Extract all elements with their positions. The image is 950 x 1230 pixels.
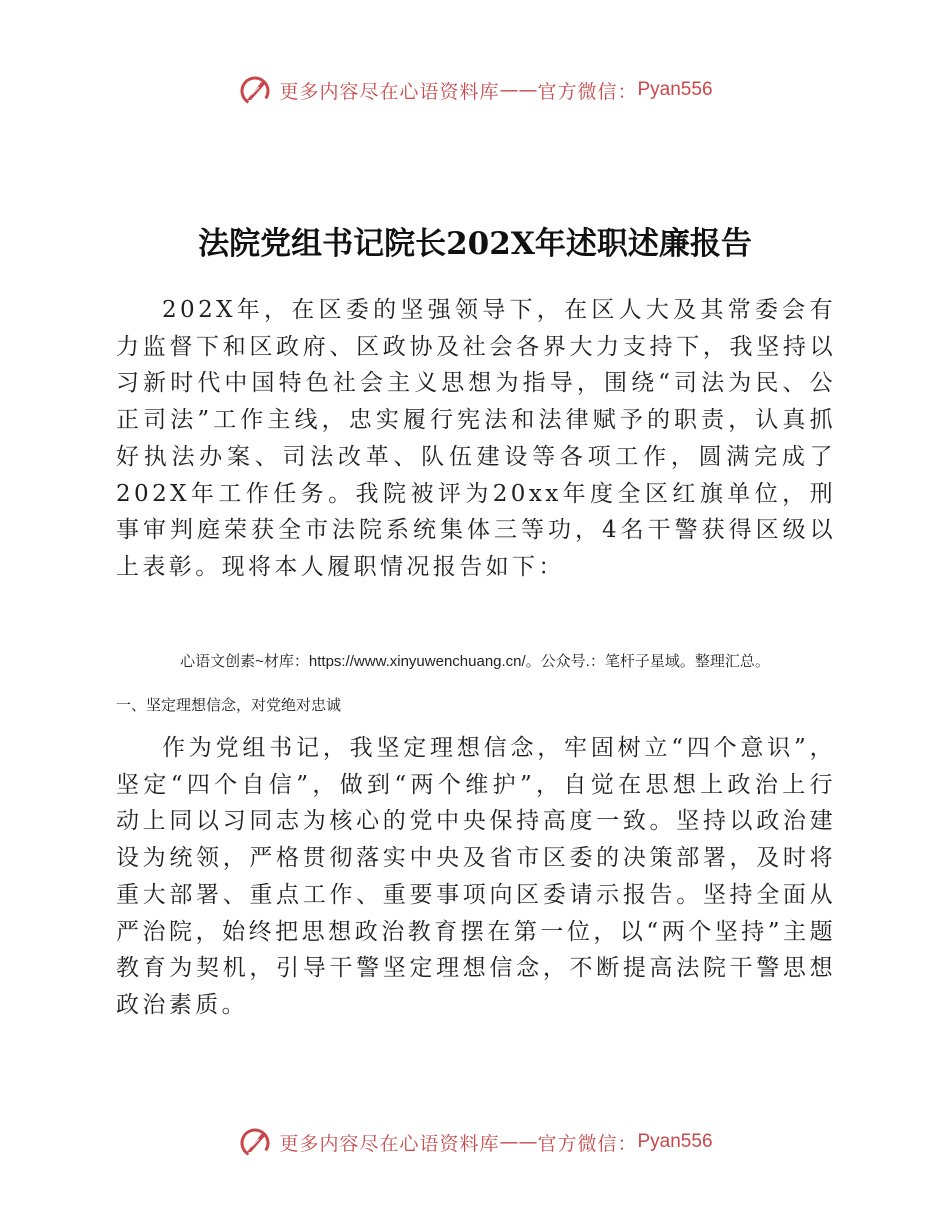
- section-1-paragraph: 作为党组书记，我坚定理想信念，牢固树立“四个意识”，坚定“四个自信”，做到“两个维护”，自觉在思想上政治上行动上同以习同志为核心的党中央保持高度一致。坚持以政治建设为统领，严格贯彻落实中央及省市区委的决策部署，及时将重大部署、重点工作、重要事项向区委请示报告。坚持全面从严治院，始终把思想政治教育摆在第一位，以“两个坚持”主题教育为契机，引导干警坚定理想信念，不断提高法院干警思想政治素质。: [116, 735, 836, 1018]
- banner-dash: ——: [499, 79, 538, 101]
- banner-text: 更多内容尽在心语资料库: [279, 80, 500, 103]
- intro-paragraph: 202X年，在区委的坚强领导下，在区人大及其常委会有力监督下和区政府、区政协及社会各界大力支持下，我坚持以习新时代中国特色社会主义思想为指导，围绕“司法为民、公正司法”工作主线，忠实履行宪法和法律赋予的职责，认真抓好执法办案、司法改革、队伍建设等各项工作，圆满完成了202X年工作任务。我院被评为20xx年度全区红旗单位，刑事审判庭荣获全市法院系统集体三等功，4名干警获得区级以上表彰。现将本人履职情况报告如下：: [116, 297, 836, 580]
- document-title: 法院党组书记院长202X年述职述廉报告: [198, 226, 752, 262]
- feather-pen-logo-icon: [237, 72, 273, 108]
- banner-text: 更多内容尽在心语资料库: [279, 1132, 500, 1155]
- banner-dash: ——: [499, 1131, 538, 1153]
- banner-wechat-label: 官方微信：: [537, 1132, 638, 1155]
- footer-watermark-banner: [0, 1122, 950, 1162]
- feather-pen-logo-icon: [237, 1124, 273, 1160]
- section-heading-1: 一、坚定理想信念，对党绝对忠诚: [116, 696, 342, 714]
- header-watermark-banner: [0, 70, 950, 110]
- banner-wechat-id: Pyan556: [637, 79, 713, 100]
- banner-wechat-label: 官方微信：: [537, 80, 638, 103]
- source-note: 心语文创素~材库：https://www.xinyuwenchuang.cn/。公众号.：笔杆子星域。整理汇总。: [180, 653, 770, 670]
- banner-wechat-id: Pyan556: [637, 1131, 713, 1152]
